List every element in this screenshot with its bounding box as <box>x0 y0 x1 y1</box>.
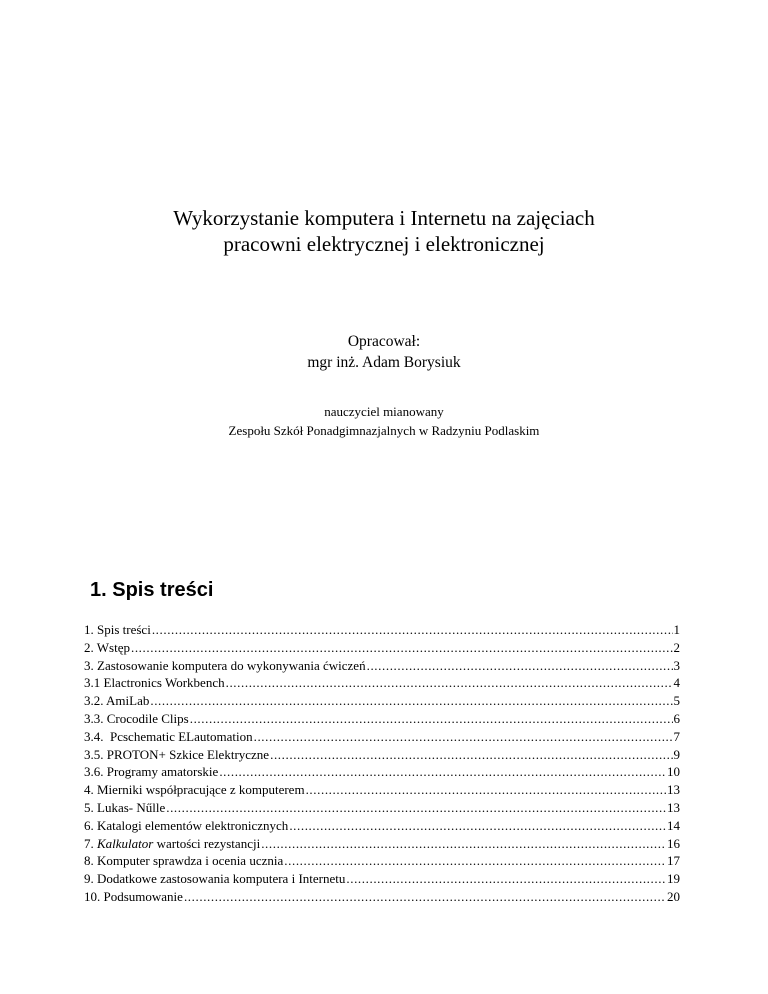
toc-dot-leader <box>152 621 673 639</box>
toc-page-number: 6 <box>673 710 680 726</box>
toc-page-number: 4 <box>673 675 680 691</box>
toc-entry-title: 2. Wstęp <box>84 639 130 655</box>
table-of-contents <box>84 621 680 906</box>
toc-page-number: 3 <box>673 657 680 673</box>
toc-dot-leader <box>131 639 673 657</box>
toc-entry[interactable] <box>84 835 680 853</box>
toc-entry-italic-word: Kalkulator <box>97 835 154 851</box>
toc-entry[interactable] <box>84 763 680 781</box>
toc-entry[interactable] <box>84 692 680 710</box>
author-block <box>0 331 768 373</box>
toc-dot-leader <box>226 674 673 692</box>
toc-entry-title: 3.5. PROTON+ Szkice Elektryczne <box>84 746 270 762</box>
toc-page-number: 14 <box>667 817 680 833</box>
toc-entry-title: 8. Komputer sprawdza i ocenia ucznia <box>84 853 284 869</box>
toc-page-number: 17 <box>667 853 680 869</box>
toc-entry[interactable] <box>84 746 680 764</box>
toc-page-number: 7 <box>673 728 680 744</box>
toc-dot-leader <box>166 799 666 817</box>
toc-entry-rest: wartości rezystancji <box>153 835 261 851</box>
toc-page-number: 1 <box>673 622 680 637</box>
toc-page-number: 5 <box>673 693 680 709</box>
author-name: mgr inż. Adam Borysiuk <box>307 354 461 371</box>
author-label: Opracował: <box>347 333 421 350</box>
toc-entry[interactable] <box>84 852 680 870</box>
toc-dot-leader <box>150 692 672 710</box>
toc-entry-title: 1. Spis treści <box>84 622 151 637</box>
toc-page-number: 19 <box>667 871 680 887</box>
toc-dot-leader <box>184 888 666 906</box>
toc-entry[interactable] <box>84 888 680 906</box>
toc-entry[interactable] <box>84 674 680 692</box>
title-line-2: pracowni elektrycznej i elektronicznej <box>223 232 545 256</box>
toc-page-number: 10 <box>667 764 680 780</box>
toc-entry[interactable] <box>84 710 680 728</box>
toc-dot-leader <box>270 746 672 764</box>
toc-page-number: 20 <box>667 888 680 904</box>
toc-page-number: 9 <box>673 746 680 762</box>
toc-entry[interactable] <box>84 781 680 799</box>
toc-dot-leader <box>219 763 666 781</box>
toc-entry-title: 3.3. Crocodile Clips <box>84 710 189 726</box>
toc-page-number: 13 <box>667 782 680 798</box>
toc-entry[interactable] <box>84 799 680 817</box>
document-title <box>0 205 768 257</box>
toc-entry[interactable] <box>84 728 680 746</box>
affiliation-block <box>0 402 768 440</box>
toc-dot-leader <box>306 781 666 799</box>
toc-entry[interactable] <box>84 817 680 835</box>
toc-dot-leader <box>289 817 666 835</box>
toc-entry-title: 4. Mierniki współpracujące z komputerem <box>84 782 305 798</box>
toc-entry-title: 9. Dodatkowe zastosowania komputera i Internetu <box>84 871 346 887</box>
toc-heading: 1. Spis treści <box>90 579 214 601</box>
toc-entry-title: 3.2. AmiLab <box>84 693 150 709</box>
toc-dot-leader <box>254 728 673 746</box>
toc-dot-leader <box>367 657 673 675</box>
toc-entry-title: 10. Podsumowanie <box>84 888 183 904</box>
toc-entry-title: 3.4. Pcschematic ELautomation <box>84 728 253 744</box>
toc-entry-title: 3.6. Programy amatorskie <box>84 764 219 780</box>
toc-dot-leader <box>284 852 666 870</box>
toc-entry-title: 5. Lukas- Nűlle <box>84 799 166 815</box>
toc-entry[interactable] <box>84 657 680 675</box>
toc-entry-title: 6. Katalogi elementów elektronicznych <box>84 817 289 833</box>
toc-page-number: 16 <box>667 835 680 851</box>
toc-dot-leader <box>346 870 666 888</box>
toc-page-number: 2 <box>673 639 680 655</box>
author-position: nauczyciel mianowany <box>324 404 444 419</box>
toc-entry[interactable] <box>84 621 680 639</box>
toc-entry-title: 3.1 Elactronics Workbench <box>84 675 225 691</box>
toc-entry-title: 3. Zastosowanie komputera do wykonywania ćwiczeń <box>84 657 366 673</box>
toc-page-number: 13 <box>667 799 680 815</box>
toc-entry[interactable] <box>84 639 680 657</box>
toc-entry[interactable] <box>84 870 680 888</box>
toc-entry-number: 7. <box>84 835 97 851</box>
toc-dot-leader <box>190 710 673 728</box>
school-name: Zespołu Szkół Ponadgimnazjalnych w Radzyniu Podlaskim <box>228 423 540 438</box>
toc-dot-leader <box>261 835 666 853</box>
title-line-1: Wykorzystanie komputera i Internetu na zajęciach <box>173 206 595 230</box>
toc-entry-title <box>84 835 260 853</box>
